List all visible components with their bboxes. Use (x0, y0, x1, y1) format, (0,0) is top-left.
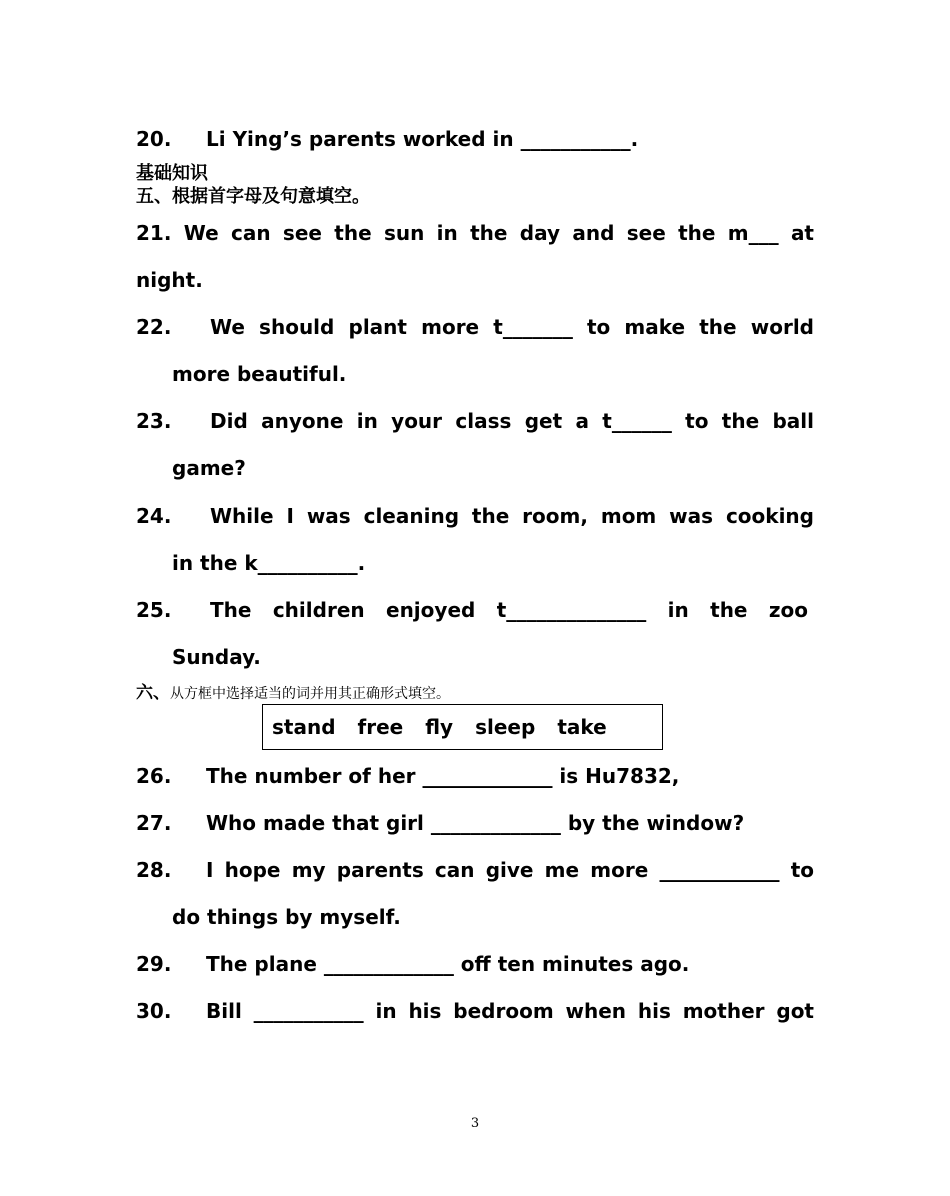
question-number: 20. (136, 127, 172, 151)
question-27 (136, 811, 814, 835)
section-heading-basic-knowledge: 基础知识 (136, 163, 208, 184)
section-6-text: 从方框中选择适当的词并用其正确形式填空。 (170, 686, 450, 702)
question-24 (136, 504, 814, 528)
question-20 (136, 127, 814, 151)
question-text: While I was cleaning the room, mom was cooking (210, 504, 814, 528)
question-21-line-1: 21. We can see the sun in the day and see the m___ at (136, 221, 814, 245)
question-26 (136, 764, 814, 788)
question-number: 24. (136, 504, 172, 528)
question-22-line-2: more beautiful. (172, 362, 347, 386)
question-text: Bill ___________ in his bedroom when his mother got (206, 999, 814, 1023)
word-bank-item: fly (425, 715, 454, 739)
question-28-line-2: do things by myself. (172, 905, 401, 929)
question-25 (136, 598, 814, 622)
question-25-line-2: Sunday. (172, 645, 261, 669)
word-bank-box (262, 704, 663, 750)
question-text: Who made that girl _____________ by the window? (206, 811, 745, 835)
question-24-line-2: in the k__________. (172, 551, 366, 575)
question-number: 23. (136, 409, 172, 433)
question-number: 27. (136, 811, 172, 835)
section-6-instruction (136, 683, 450, 704)
question-number: 29. (136, 952, 172, 976)
word-bank-item: stand (272, 715, 336, 739)
question-text: The plane _____________ off ten minutes ago. (206, 952, 690, 976)
question-22 (136, 315, 814, 339)
word-bank-item: free (357, 715, 404, 739)
question-text: The number of her _____________ is Hu7832, (206, 764, 680, 788)
question-29 (136, 952, 814, 976)
question-text: I hope my parents can give me more ____________ to (206, 858, 814, 882)
question-number: 25. (136, 598, 172, 622)
page-number: 3 (470, 1116, 480, 1131)
section-6-mark: 六、 (136, 683, 170, 703)
question-23 (136, 409, 814, 433)
question-text: We should plant more t_______ to make the world (210, 315, 814, 339)
question-30 (136, 999, 814, 1023)
word-bank-item: take (557, 715, 607, 739)
question-text: Did anyone in your class get a t______ to the ball (210, 409, 814, 433)
question-text: The children enjoyed t______________ in the zoo (210, 598, 808, 622)
question-number: 30. (136, 999, 172, 1023)
word-bank-item: sleep (475, 715, 536, 739)
question-number: 22. (136, 315, 172, 339)
question-21-line-2: night. (136, 268, 203, 292)
question-28 (136, 858, 814, 882)
question-23-line-2: game? (172, 456, 246, 480)
question-text: Li Ying’s parents worked in ___________. (206, 127, 639, 151)
question-number: 28. (136, 858, 172, 882)
question-number: 26. (136, 764, 172, 788)
section-5-instruction: 五、根据首字母及句意填空。 (136, 186, 370, 207)
